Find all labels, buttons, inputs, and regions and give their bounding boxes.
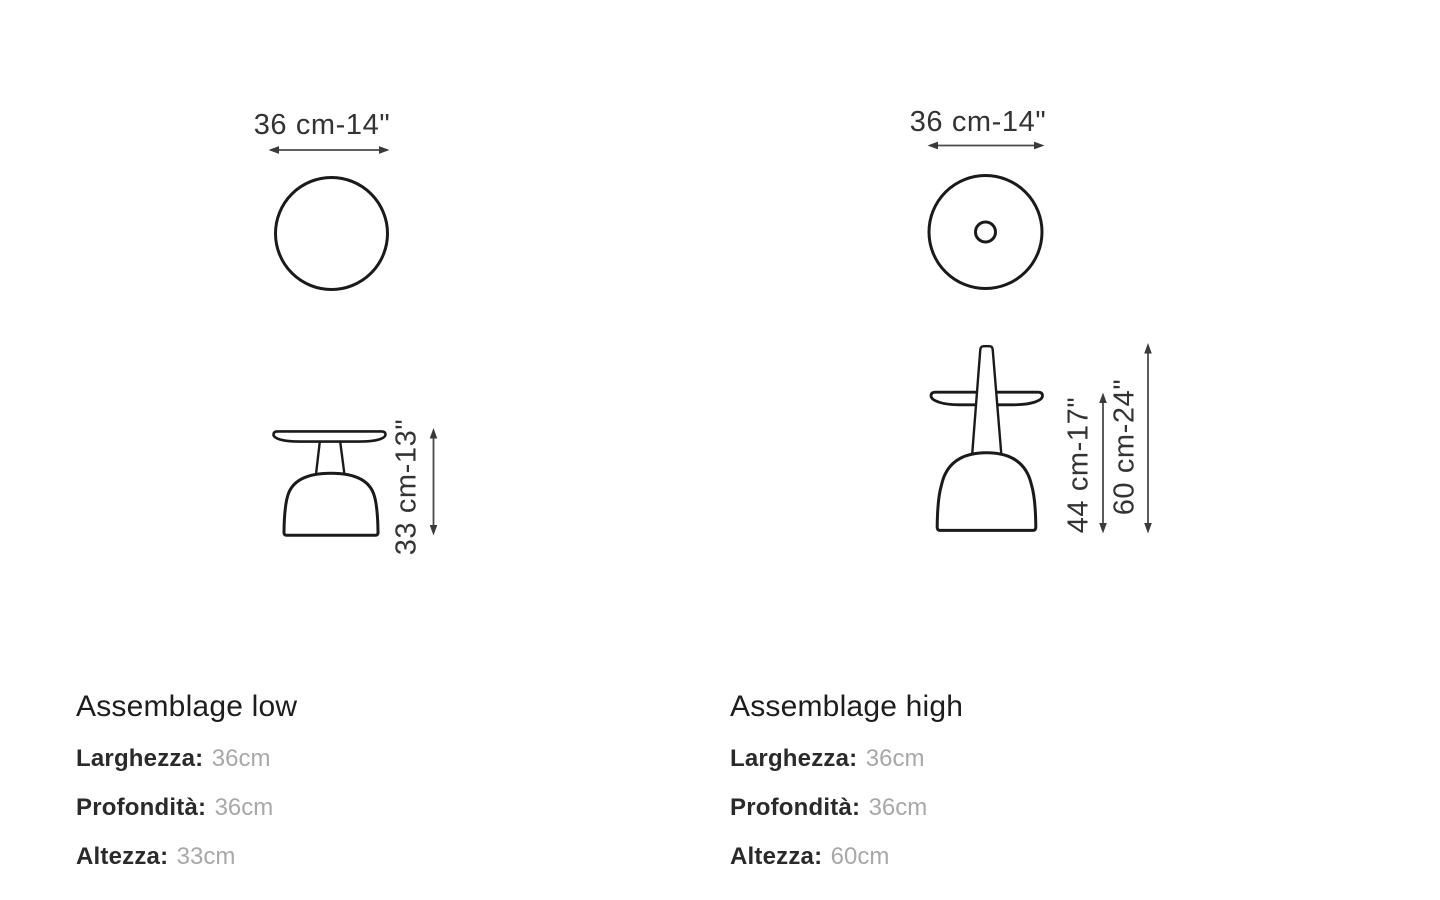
total-height-arrow-high bbox=[1144, 343, 1152, 534]
spec-value: 36cm bbox=[865, 745, 925, 772]
spec-value: 36cm bbox=[868, 794, 928, 821]
spec-row-larghezza-high bbox=[730, 745, 1150, 773]
top-view-circle-low bbox=[276, 178, 388, 290]
product-title-high: Assemblage high bbox=[730, 690, 964, 723]
width-dimension-label-high: 36 cm-14" bbox=[909, 106, 1047, 138]
width-arrow-low bbox=[269, 146, 390, 154]
spec-value: 33cm bbox=[176, 843, 236, 870]
product-title-low: Assemblage low bbox=[76, 690, 298, 723]
spec-label: Altezza: bbox=[76, 843, 169, 870]
spec-label: Altezza: bbox=[730, 843, 823, 870]
spec-label: Profondità: bbox=[730, 794, 861, 821]
center-hole bbox=[976, 222, 996, 242]
spec-row-altezza-low bbox=[76, 843, 496, 871]
spec-value: 60cm bbox=[830, 843, 890, 870]
spec-label: Larghezza: bbox=[730, 745, 858, 772]
height-arrow-low bbox=[430, 428, 438, 536]
width-dimension-label-low: 36 cm-14" bbox=[253, 109, 391, 141]
table-height-dimension-label-high: 44 cm-17" bbox=[1062, 396, 1095, 534]
spec-label: Profondità: bbox=[76, 794, 207, 821]
total-height-dimension-label-high: 60 cm-24" bbox=[1108, 378, 1141, 516]
spec-value: 36cm bbox=[214, 794, 274, 821]
spec-label: Larghezza: bbox=[76, 745, 204, 772]
spec-row-profondita-high bbox=[730, 794, 1150, 822]
spec-block-high bbox=[730, 690, 1150, 871]
spec-row-profondita-low bbox=[76, 794, 496, 822]
side-view-high bbox=[931, 346, 1043, 530]
spec-row-larghezza-low bbox=[76, 745, 496, 773]
width-arrow-high bbox=[928, 142, 1045, 150]
spec-row-altezza-high bbox=[730, 843, 1150, 871]
side-view-low bbox=[274, 431, 386, 535]
spec-value: 36cm bbox=[211, 745, 271, 772]
table-height-arrow-high bbox=[1099, 393, 1107, 534]
spec-block-low bbox=[76, 690, 496, 871]
top-view-circle-high bbox=[929, 176, 1042, 289]
height-dimension-label-low: 33 cm-13" bbox=[390, 418, 423, 556]
